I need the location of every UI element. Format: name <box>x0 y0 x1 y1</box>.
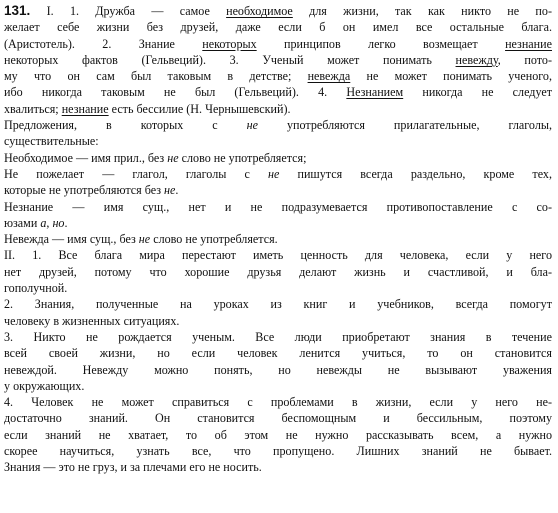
underlined-word: невежду <box>455 52 498 67</box>
part2-p4-line-2: достаточно знаний. Он становится беспомощным и бессильным, поэтому <box>4 411 552 426</box>
part2-marker: II. <box>4 248 16 263</box>
part2-p1-line-3: гополучной. <box>4 281 68 296</box>
underlined-word: Незнанием <box>346 85 404 100</box>
part1-line-7: хвалиться; незнание есть бессилие (Н. Чернышевский). <box>4 101 291 116</box>
underlined-word: необходимое <box>226 4 293 18</box>
part1-line-5: му что он сам был таковым в детстве; невежда не может понимать ученого, <box>4 69 552 84</box>
part2-p3-line-2: всей своей жизни, но если человек ленится учиться, то он становится <box>4 346 552 361</box>
note-2-line-2: которые не употребляются без не. <box>4 183 179 198</box>
intro-line-1: Предложения, в которых с не употребляются прилагательные, глаголы, <box>4 118 553 133</box>
part1-line-1: 131. I. 1. Дружба — самое необходимое для жизни, так как никто не по- <box>4 3 552 18</box>
part2-p3-line-4: у окружающих. <box>4 378 85 393</box>
underlined-word: невежда <box>307 69 351 84</box>
part2-p2-line-1: 2. Знания, полученные на уроках из книг и учебников, всегда помогут <box>4 297 552 312</box>
part1-line-2: желает себе жизни без друзей, даже если б он имел все остальные блага. <box>4 20 552 35</box>
note-3-line-2: юзами а, но. <box>4 215 68 230</box>
underlined-word: некоторых <box>202 36 257 51</box>
note-1: Необходимое — имя прил., без не слово не употребляется; <box>4 150 307 165</box>
part2-p1-line-2: нет друзей, потому что хорошие друзья делают жизнь и счастливой, и бла- <box>4 264 552 279</box>
part2-p4-line-1: 4. Человек не может справиться с проблемами в жизни, если у него не- <box>4 395 552 410</box>
part2-p4-line-3: если знаний не хватает, то об этом не нужно рассказывать всем, а нужно <box>4 427 552 442</box>
part2-p1-line-1: II. 1. Все блага мира перестают иметь ценность для человека, если у него <box>4 248 552 263</box>
part2-p4-line-4: скорее научиться, узнать все, что пропущено. Лишних знаний не бывает. <box>4 444 552 459</box>
intro-line-2: существительные: <box>4 134 99 149</box>
note-2-line-1: Не пожелает — глагол, глаголы с не пишутся всегда раздельно, кроме тех, <box>4 166 552 181</box>
part1-line-3: (Аристотель). 2. Знание некоторых принципов легко возмещает незнание <box>4 36 552 51</box>
underlined-word: незнание <box>505 36 552 51</box>
note-4: Невежда — имя сущ., без не слово не употребляется. <box>4 232 278 247</box>
part2-p2-line-2: человеку в жизненных ситуациях. <box>4 313 180 328</box>
exercise-number: 131. <box>4 3 31 18</box>
note-3-line-1: Незнание — имя сущ., нет и не подразумевается противопоставление с со- <box>4 199 552 214</box>
part1-line-6: ибо никогда таковым не был (Гельвеций). 4. Незнанием никогда не следует <box>4 85 552 100</box>
part2-p4-line-5: Знания — это не груз, и за плечами его не носить. <box>4 460 262 475</box>
part1-line-4: некоторых фактов (Гельвеций). 3. Ученый может понимать невежду, пото- <box>4 52 552 67</box>
part2-p3-line-3: невеждой. Невежду можно понять, но невежды не вызывают уважения <box>4 362 552 377</box>
part1-marker: I. <box>46 4 54 18</box>
part2-p3-line-1: 3. Никто не рождается ученым. Все люди приобретают знания в течение <box>4 329 552 344</box>
underlined-word: незнание <box>61 101 109 116</box>
